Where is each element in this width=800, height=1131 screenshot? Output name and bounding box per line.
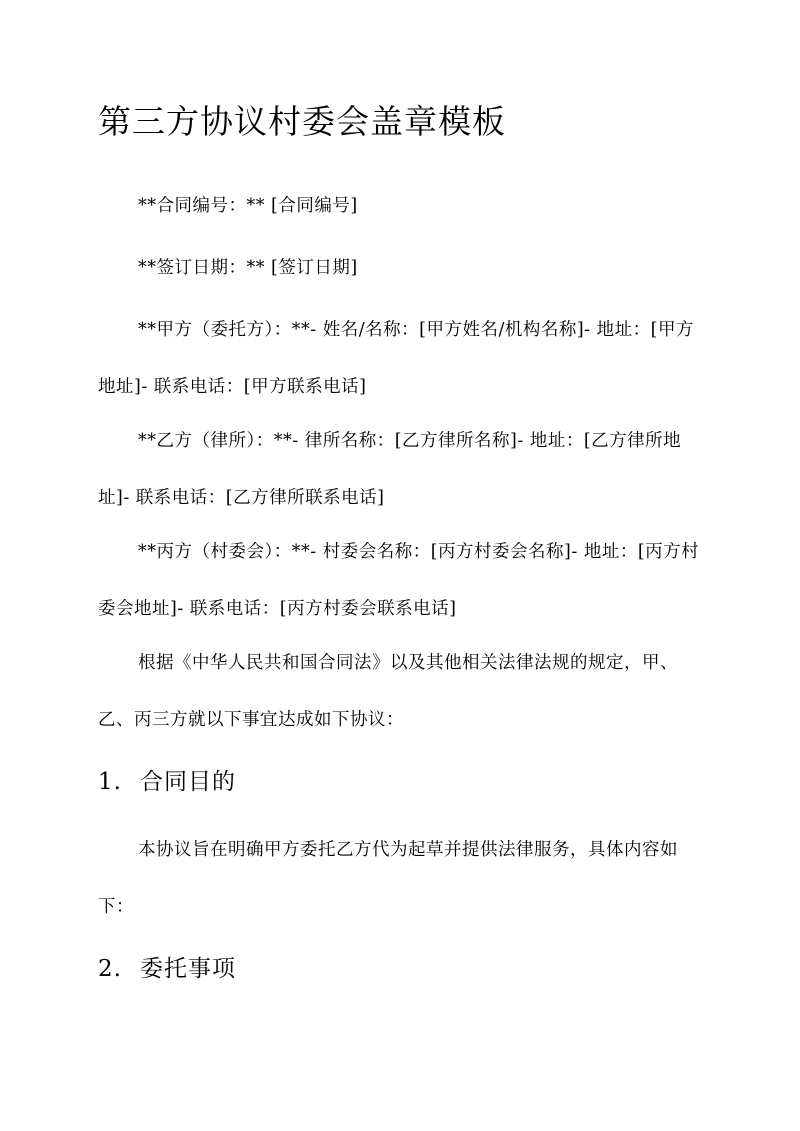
contract-number-line: **合同编号：** [合同编号] <box>138 196 358 216</box>
section-number: 1. <box>98 769 122 795</box>
document-title: 第三方协议村委会盖章模板 <box>98 102 506 141</box>
section-title: 合同目的 <box>140 769 236 795</box>
agreement-basis-paragraph: 根据《中华人民共和国合同法》以及其他相关法律法规的规定，甲、乙、丙三方就以下事宜达成如下协议： <box>98 653 678 730</box>
section-number: 2. <box>98 956 122 982</box>
sign-date-line: **签订日期：** [签订日期] <box>138 258 358 278</box>
section-heading-1 <box>98 763 236 796</box>
purpose-paragraph: 本协议旨在明确甲方委托乙方代为起草并提供法律服务，具体内容如下： <box>98 840 678 917</box>
party-a-info: **甲方（委托方）：**- 姓名/名称：[甲方姓名/机构名称]- 地址：[甲方地址]- 联系电话：[甲方联系电话] <box>98 320 694 397</box>
section-heading-2 <box>98 950 236 983</box>
section-title: 委托事项 <box>140 956 236 982</box>
party-b-info: **乙方（律所）：**- 律所名称：[乙方律所名称]- 地址：[乙方律所地址]- 联系电话：[乙方律所联系电话] <box>98 431 682 508</box>
party-c-info: **丙方（村委会）：**- 村委会名称：[丙方村委会名称]- 地址：[丙方村委会地址]- 联系电话：[丙方村委会联系电话] <box>98 542 700 619</box>
